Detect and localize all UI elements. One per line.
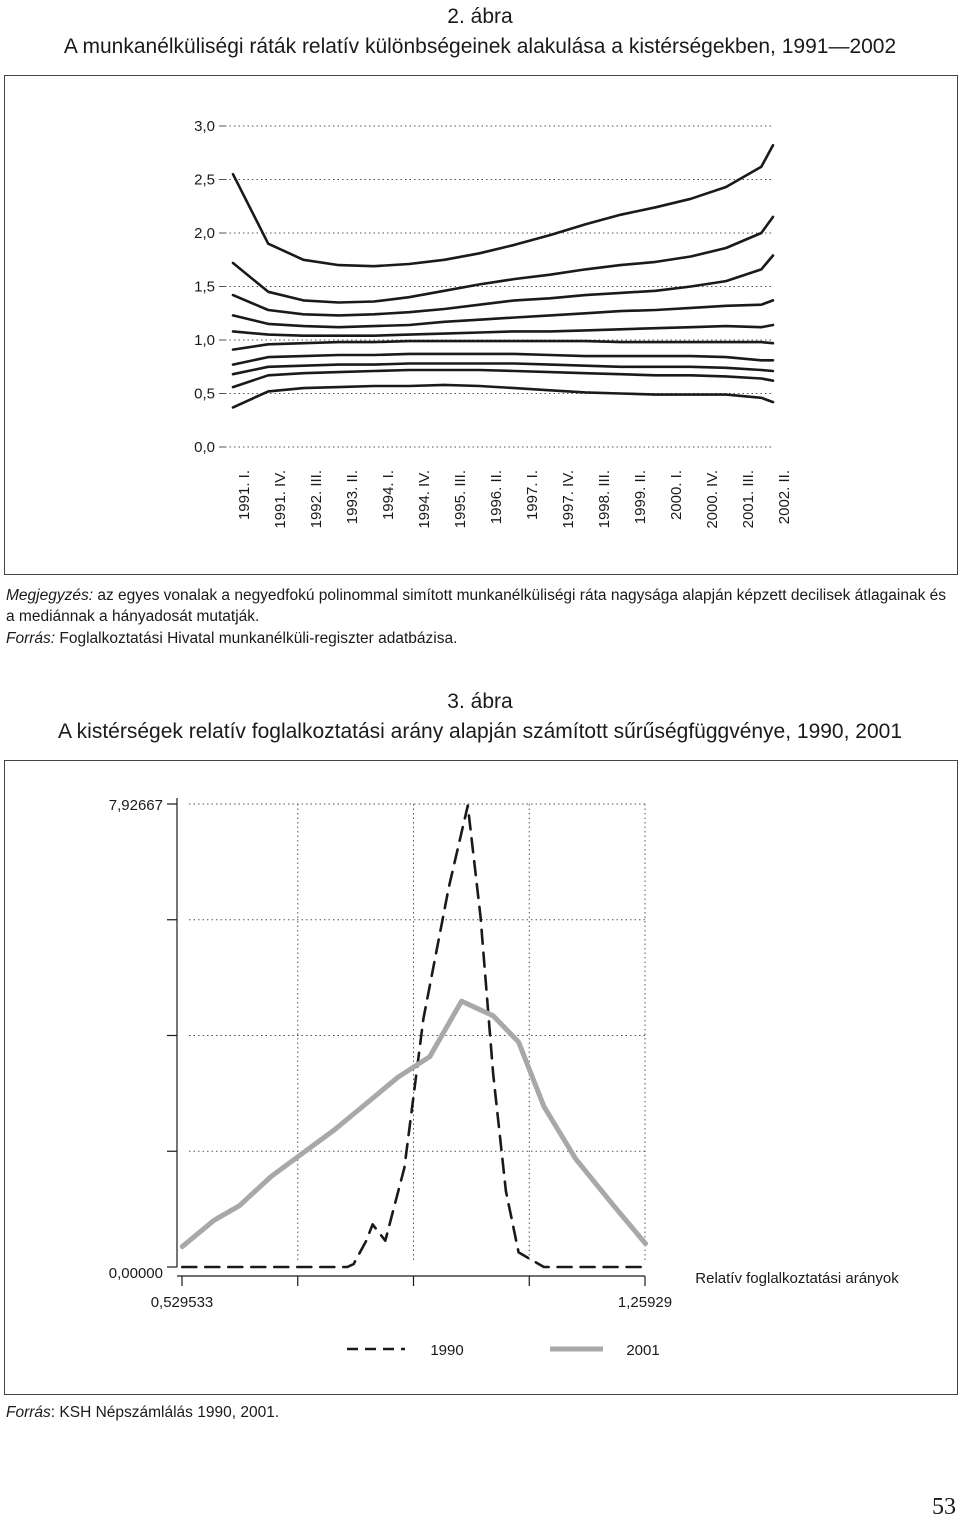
x-tick-label: 1998. III. <box>596 470 613 529</box>
figure2-number: 2. ábra <box>447 5 513 28</box>
source-label: Forrás <box>6 1404 51 1421</box>
figure2-line-chart <box>5 76 957 574</box>
x-tick-label: 1996. II. <box>488 470 505 525</box>
y-tick-label: 2,0 <box>194 225 215 242</box>
x-tick-label: 1993. II. <box>344 470 361 525</box>
figure3-title: A kistérségek relatív foglalkoztatási arány alapján számított sűrűségfüggvénye, 1990, 2001 <box>58 720 902 743</box>
x-tick-label: 1994. IV. <box>416 470 433 529</box>
series-line-1 <box>233 145 773 266</box>
source-text: Foglalkoztatási Hivatal munkanélküli-regiszter adatbázisa. <box>55 630 458 647</box>
figure2-source <box>6 628 956 649</box>
series-line-1990 <box>182 806 645 1267</box>
x-tick-label: 1995. III. <box>452 470 469 529</box>
x-tick-label: 1992. III. <box>308 470 325 529</box>
series-line-6 <box>233 341 773 350</box>
x-tick-label: 1991. I. <box>236 470 253 521</box>
y-tick-label: 0,5 <box>194 385 215 403</box>
x-tick-label: 1991. IV. <box>272 470 289 529</box>
x-tick-label: 2001. III. <box>740 470 757 529</box>
y-tick-label: 1,0 <box>194 332 215 349</box>
series-line-10 <box>233 385 773 408</box>
x-tick-label: 1994. I. <box>380 470 397 521</box>
series-line-9 <box>233 370 773 387</box>
x-tick-label: 2002. II. <box>776 470 793 525</box>
y-tick-label: 0,0 <box>194 439 215 456</box>
figure2-note <box>6 585 956 627</box>
y-tick-label: 3,0 <box>194 118 215 135</box>
y-tick-label: 7,92667 <box>108 797 163 814</box>
legend-label-2001: 2001 <box>626 1342 660 1359</box>
note-label: Megjegyzés: <box>6 587 94 604</box>
series-line-3 <box>233 256 773 316</box>
x-tick-label: 0,529533 <box>150 1294 214 1311</box>
note-text: az egyes vonalak a negyedfokú polinommal simított munkanélküliségi ráta nagysága alapján képzett decilisek átlagainak és a mediánnak a hányadosát mutatják. <box>6 587 947 625</box>
figure3-source <box>6 1402 956 1423</box>
figure3-chart-frame <box>4 760 958 1395</box>
legend-label-1990: 1990 <box>430 1342 464 1359</box>
x-axis-label: Relatív foglalkoztatási arányok <box>695 1270 899 1287</box>
x-tick-label: 2000. I. <box>668 470 685 521</box>
x-tick-label: 1999. II. <box>632 470 649 525</box>
x-tick-label: 1,25929 <box>617 1294 673 1311</box>
series-line-2 <box>233 217 773 303</box>
y-tick-label: 2,5 <box>194 171 215 189</box>
y-tick-label: 0,00000 <box>108 1265 163 1282</box>
source-label: Forrás: <box>6 630 56 647</box>
figure2-chart-frame <box>4 75 958 575</box>
source-text: : KSH Népszámlálás 1990, 2001. <box>50 1404 280 1421</box>
x-tick-label: 1997. I. <box>524 470 541 521</box>
x-tick-label: 1997. IV. <box>560 470 577 529</box>
figure2-title: A munkanélküliségi ráták relatív különbségeinek alakulása a kistérségekben, 1991—2002 <box>63 35 897 58</box>
y-tick-label: 1,5 <box>194 278 215 296</box>
figure3-number: 3. ábra <box>447 690 513 713</box>
page-number: 53 <box>932 1494 956 1520</box>
figure3-density-chart <box>5 761 957 1394</box>
x-tick-label: 2000. IV. <box>704 470 721 529</box>
